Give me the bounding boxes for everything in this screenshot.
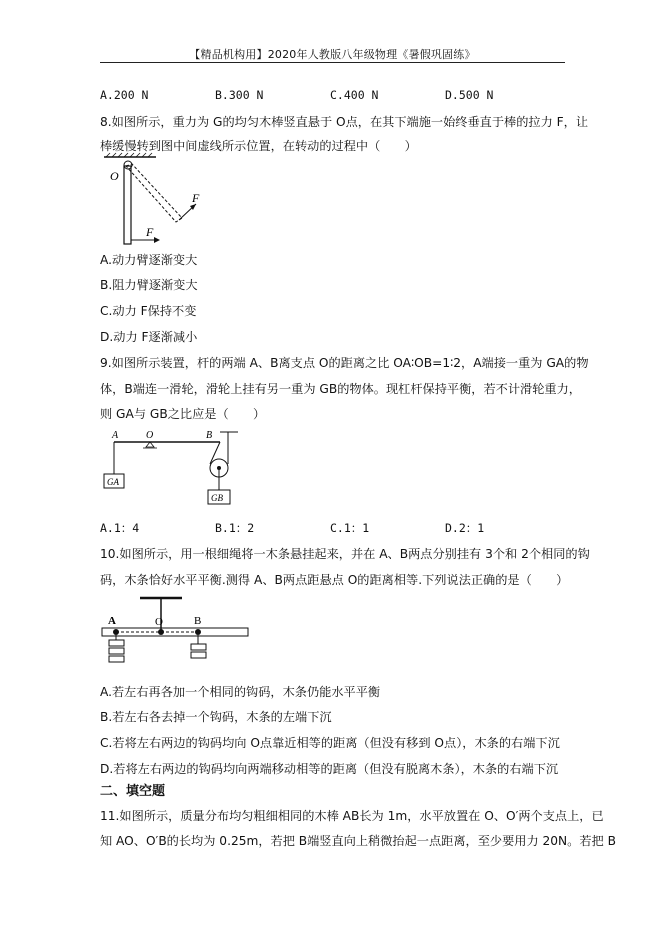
q8-option-d: D.动力 F逐渐减小 <box>100 330 198 344</box>
section-heading-fill-blank: 二、填空题 <box>100 784 166 799</box>
q9-label-b: B <box>206 430 213 441</box>
q8-option-c: C.动力 F保持不变 <box>100 304 197 318</box>
q10-option-b: B.若左右各去掉一个钩码，木条的左端下沉 <box>100 710 332 724</box>
q9-text-line2: 体，B端连一滑轮，滑轮上挂有另一重为 GB的物体。现杠杆保持平衡，若不计滑轮重力， <box>100 382 581 396</box>
q7-option-b: B.300 N <box>215 88 264 102</box>
q9-option-d: D.2：1 <box>445 521 485 535</box>
q11-text-line2: 知 AO、O′B的长均为 0.25m，若把 B端竖直向上稍微抬起一点距离，至少要用力 20N。若把 B <box>100 834 616 848</box>
q9-option-b: B.1：2 <box>215 521 255 535</box>
q9-label-ga: GA <box>107 477 119 487</box>
q10-label-a: A <box>108 615 116 627</box>
q8-text-line1: 8.如图所示，重力为 G的均匀木棒竖直悬于 O点，在其下端施一始终垂直于棒的拉力 F，让 <box>100 115 589 129</box>
q7-option-a: A.200 N <box>100 88 149 102</box>
q9-option-c: C.1：1 <box>330 521 370 535</box>
q7-option-d: D.500 N <box>445 88 494 102</box>
q8-figure <box>100 152 220 252</box>
q10-label-o: O <box>155 616 163 628</box>
q11-text-line1: 11.如图所示，质量分布均匀粗细相同的木棒 AB长为 1m，水平放置在 O、O′两个支点上，已 <box>100 809 604 823</box>
q10-option-c: C.若将左右两边的钩码均向 O点靠近相等的距离（但没有移到 O点），木条的右端下沉 <box>100 736 560 750</box>
q8-label-f-bottom: F <box>146 225 154 239</box>
q10-text-line1: 10.如图所示，用一根细绳将一木条悬挂起来，并在 A、B两点分别挂有 3个和 2个相同的钩 <box>100 547 590 561</box>
q9-label-o: O <box>146 430 154 441</box>
q9-figure <box>100 428 245 508</box>
q10-figure <box>100 594 250 670</box>
q8-text-line2: 棒缓慢转到图中间虚线所示位置，在转动的过程中（ ） <box>100 139 417 153</box>
q9-label-a: A <box>112 430 119 441</box>
header-rule <box>100 62 565 63</box>
q9-text-line1: 9.如图所示装置，杆的两端 A、B离支点 O的距离之比 OA∶OB=1∶2，A端接一重为 GA的物 <box>100 356 589 370</box>
q7-option-c: C.400 N <box>330 88 379 102</box>
q10-option-a: A.若左右再各加一个相同的钩码，木条仍能水平平衡 <box>100 685 381 699</box>
q8-label-f-tilted: F <box>192 191 200 205</box>
q8-option-a: A.动力臂逐渐变大 <box>100 253 198 267</box>
q9-text-line3: 则 GA与 GB之比应是（ ） <box>100 407 266 421</box>
q10-text-line2: 码，木条恰好水平平衡.测得 A、B两点距悬点 O的距离相等.下列说法正确的是（ ） <box>100 573 569 587</box>
page-header: 【精品机构用】2020年人教版八年级物理《暑假巩固练》 <box>189 48 476 61</box>
q9-label-gb: GB <box>211 493 223 503</box>
q9-option-a: A.1：4 <box>100 521 140 535</box>
q8-label-o: O <box>110 169 119 183</box>
q10-label-b: B <box>194 615 202 627</box>
q8-option-b: B.阻力臂逐渐变大 <box>100 278 198 292</box>
q10-option-d: D.若将左右两边的钩码均向两端移动相等的距离（但没有脱离木条），木条的右端下沉 <box>100 762 559 776</box>
